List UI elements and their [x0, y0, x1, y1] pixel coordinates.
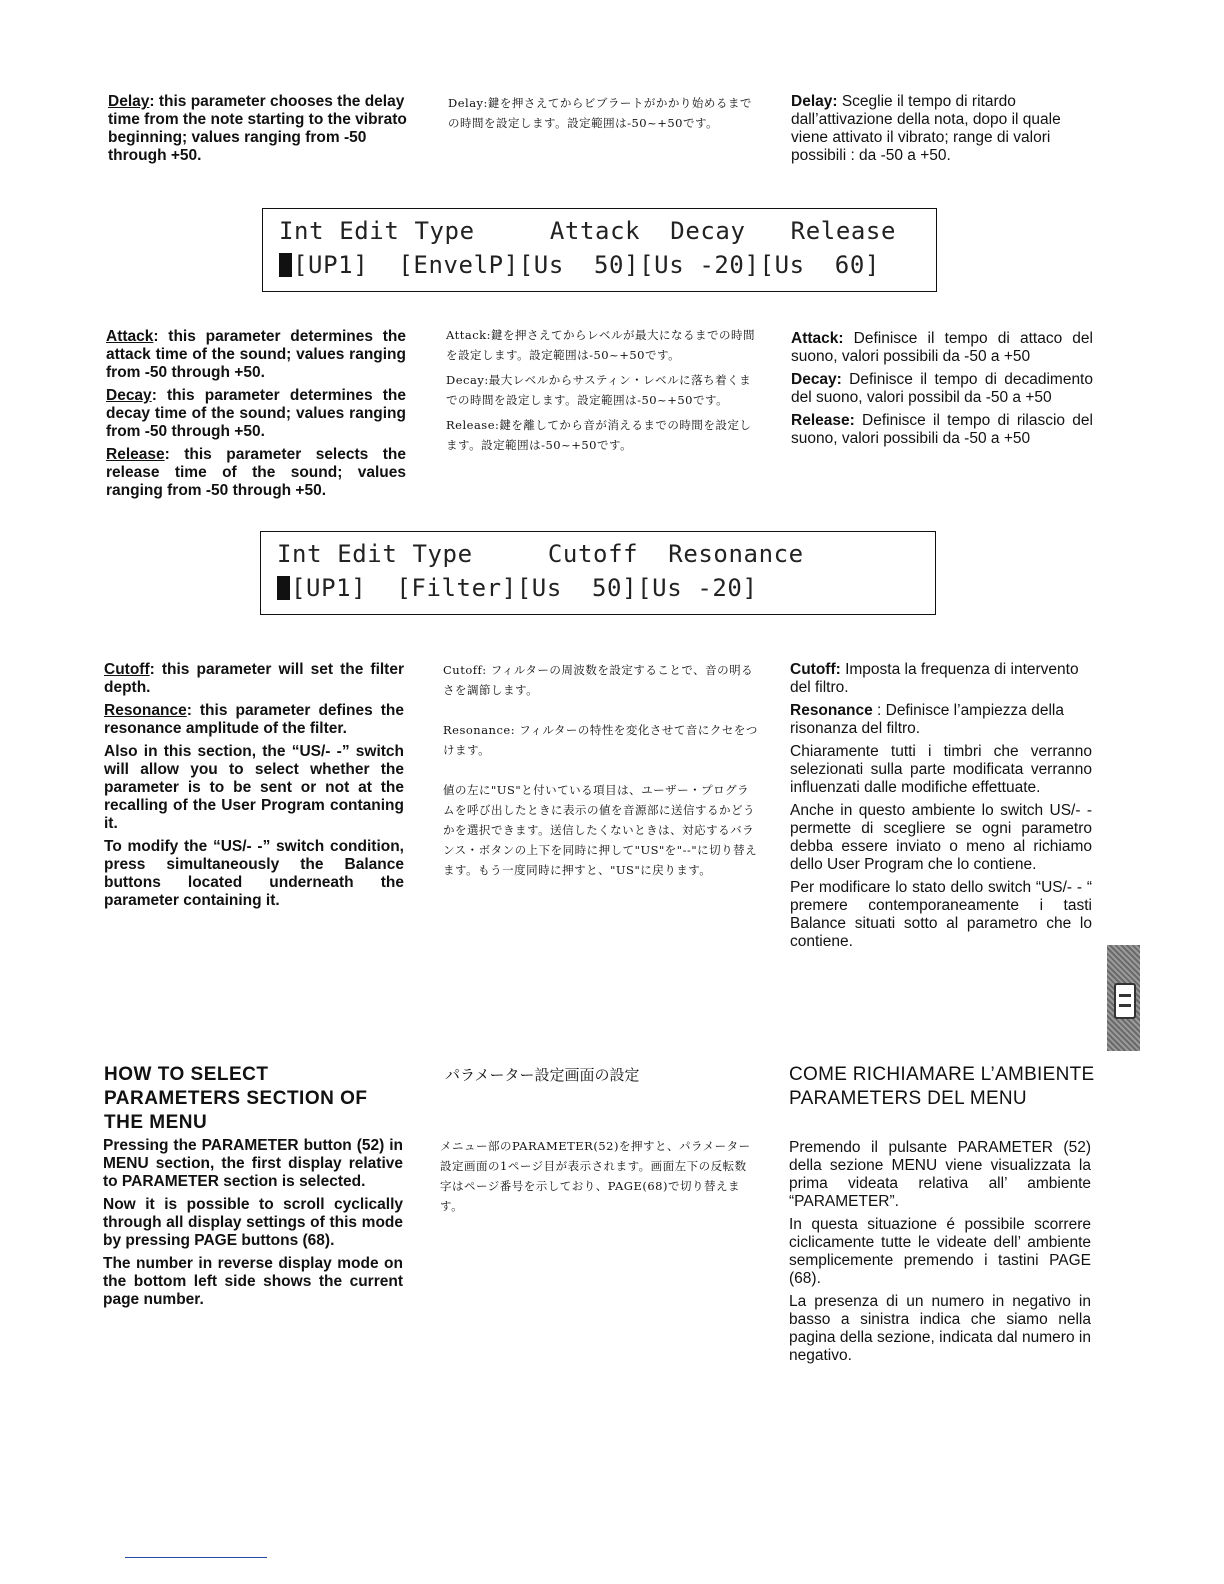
it-delay-text: Sceglie il tempo di ritardo dall’attivazione della nota, dopo il quale viene attivato il vibrato; range di valori possibili : da -50 a +50.	[791, 93, 1061, 164]
lcd-cursor-block	[279, 253, 292, 277]
jp-delay-block	[448, 93, 760, 138]
jp-cutoff-text: Cutoff: フィルターの周波数を設定することで、音の明るさを調節します。	[443, 663, 754, 697]
it-anche-text: Anche in questo ambiente lo switch US/- - permette di scegliere se ogni parametro debba essere inviato o meno al richiamo dello User Program che lo contiene.	[790, 802, 1092, 873]
en-p1: Pressing the PARAMETER button (52) in MENU section, the first display relative to PARAMETER section is selected.	[103, 1137, 403, 1190]
jp-envelope-block	[446, 325, 762, 460]
en-also-text: Also in this section, the “US/- -” switch will allow you to select whether the parameter is to be sent or not at the recalling of the User Program contaning it.	[104, 743, 404, 832]
it-filter-block	[790, 661, 1092, 956]
jp-filter-block	[443, 660, 759, 885]
en-heading: HOW TO SELECT PARAMETERS SECTION OF THE MENU	[104, 1064, 368, 1133]
en-attack-label: Attack	[106, 328, 154, 345]
lcd-display-envelope	[262, 208, 937, 292]
jp-res-text: Resonance: フィルターの特性を変化させて音にクセをつけます。	[443, 723, 758, 757]
jp-p: メニュー部のPARAMETER(52)を押すと、パラメーター設定画面の1ページ目が表示されます。画面左下の反転数字はページ番号を示しており、PAGE(68)で切り替えます。	[440, 1139, 751, 1213]
it-p1: Premendo il pulsante PARAMETER (52) della sezione MENU viene visualizzata la prima videata relativa all’ ambiente “PARAMETER”.	[789, 1139, 1091, 1210]
jp-heading: パラメーター設定画面の設定	[445, 1066, 640, 1084]
en-p2: Now it is possible to scroll cyclically through all display settings of this mode by pressing PAGE buttons (68).	[103, 1196, 403, 1249]
jp-parameter-block	[440, 1136, 756, 1221]
lcd-line-2-wrap	[279, 251, 880, 279]
it-attack-text: Definisce il tempo di attaco del suono, valori possibili da -50 a +50	[791, 330, 1093, 365]
it-heading: COME RICHIAMARE L’AMBIENTE PARAMETERS DEL MENU	[789, 1064, 1095, 1109]
it-parameter-block	[789, 1139, 1091, 1370]
lcd2-line-2: [UP1] [Filter][Us 50][Us -20]	[291, 574, 758, 602]
en-modify-text: To modify the “US/- -” switch condition, press simultaneously the Balance buttons located underneath the parameter containing it.	[104, 838, 404, 909]
en-attack-text: : this parameter determines the attack time of the sound; values ranging from -50 through +50.	[106, 328, 406, 381]
en-delay-block	[108, 93, 408, 170]
it-delay-label: Delay:	[791, 93, 838, 110]
en-res-text: : this parameter defines the resonance amplitude of the filter.	[104, 702, 404, 737]
it-res-text: : Definisce l’ampiezza della risonanza del filtro.	[790, 702, 1064, 737]
it-decay-label: Decay:	[791, 371, 842, 388]
it-decay-text: Definisce il tempo di decadimento del suono, valori possibil da -50 a +50	[791, 371, 1093, 406]
lcd-display-filter	[260, 531, 936, 615]
section-badge-icon	[1114, 983, 1136, 1019]
en-res-label: Resonance	[104, 702, 187, 719]
lcd-line-2: [UP1] [EnvelP][Us 50][Us -20][Us 60]	[293, 251, 880, 279]
en-delay-label: Delay	[108, 93, 150, 110]
it-delay-block	[791, 93, 1096, 170]
jp-us-text: 値の左に"US"と付いている項目は、ユーザー・プログラムを呼び出したときに表示の値を音源部に送信するかどうかを選択できます。送信したくないときは、対応するバランス・ボタンの上下を同時に押して"US"を"--"に切り替えます。もう一度同時に押すと、"US"に戻ります。	[443, 783, 758, 877]
en-p3: The number in reverse display mode on the bottom left side shows the current page number.	[103, 1255, 403, 1308]
it-cutoff-text: Imposta la frequenza di intervento del filtro.	[790, 661, 1079, 696]
en-cutoff-text: : this parameter will set the filter depth.	[104, 661, 404, 696]
it-chiar-text: Chiaramente tutti i timbri che verranno selezionati sulla parte modificata verranno influenzati dalle modifiche effettuate.	[790, 743, 1092, 796]
section-tab-marker	[1107, 945, 1140, 1051]
it-per-text: Per modificare lo stato dello switch “US/- - “ premere contemporaneamente i tasti Balance situati sotto al parametro che lo contiene.	[790, 879, 1092, 950]
it-release-label: Release:	[791, 412, 855, 429]
it-attack-label: Attack:	[791, 330, 844, 347]
jp-release-text: Release:鍵を離してから音が消えるまでの時間を設定します。設定範囲は-50~+50です。	[446, 418, 752, 452]
it-envelope-block	[791, 330, 1093, 453]
it-res-label: Resonance	[790, 702, 873, 719]
en-cutoff-label: Cutoff	[104, 661, 150, 678]
en-filter-block	[104, 661, 404, 915]
en-decay-text: : this parameter determines the decay time of the sound; values ranging from -50 through +50.	[106, 387, 406, 440]
en-release-text: : this parameter selects the release time of the sound; values ranging from -50 through +50.	[106, 446, 406, 499]
en-release-label: Release	[106, 446, 165, 463]
it-cutoff-label: Cutoff:	[790, 661, 841, 678]
en-decay-label: Decay	[106, 387, 152, 404]
lcd2-line-2-wrap	[277, 574, 758, 602]
jp-attack-text: Attack:鍵を押さえてからレベルが最大になるまでの時間を設定します。設定範囲は-50~+50です。	[446, 328, 755, 362]
lcd-line-1: Int Edit Type Attack Decay Release	[279, 217, 897, 245]
it-release-text: Definisce il tempo di rilascio del suono, valori possibili da -50 a +50	[791, 412, 1093, 447]
jp-delay-text: Delay:鍵を押さえてからビブラートがかかり始めるまでの時間を設定します。設定範囲は-50~+50です。	[448, 96, 752, 130]
en-delay-text: : this parameter chooses the delay time from the note starting to the vibrato beginning; values ranging from -50 through +50.	[108, 93, 407, 164]
jp-decay-text: Decay:最大レベルからサスティン・レベルに落ち着くまでの時間を設定します。設定範囲は-50~+50です。	[446, 373, 752, 407]
it-p2: In questa situazione é possibile scorrere ciclicamente tutte le videate dell’ ambiente semplicemente premendo i tastini PAGE (68).	[789, 1216, 1091, 1287]
it-p3: La presenza di un numero in negativo in basso a sinistra indica che siamo nella pagina della sezione, indicata dal numero in negativo.	[789, 1293, 1091, 1364]
lcd2-cursor-block	[277, 576, 290, 600]
en-parameter-block	[103, 1137, 403, 1314]
footer-rule	[125, 1557, 267, 1558]
lcd2-line-1: Int Edit Type Cutoff Resonance	[277, 540, 804, 568]
en-envelope-block	[106, 328, 406, 505]
